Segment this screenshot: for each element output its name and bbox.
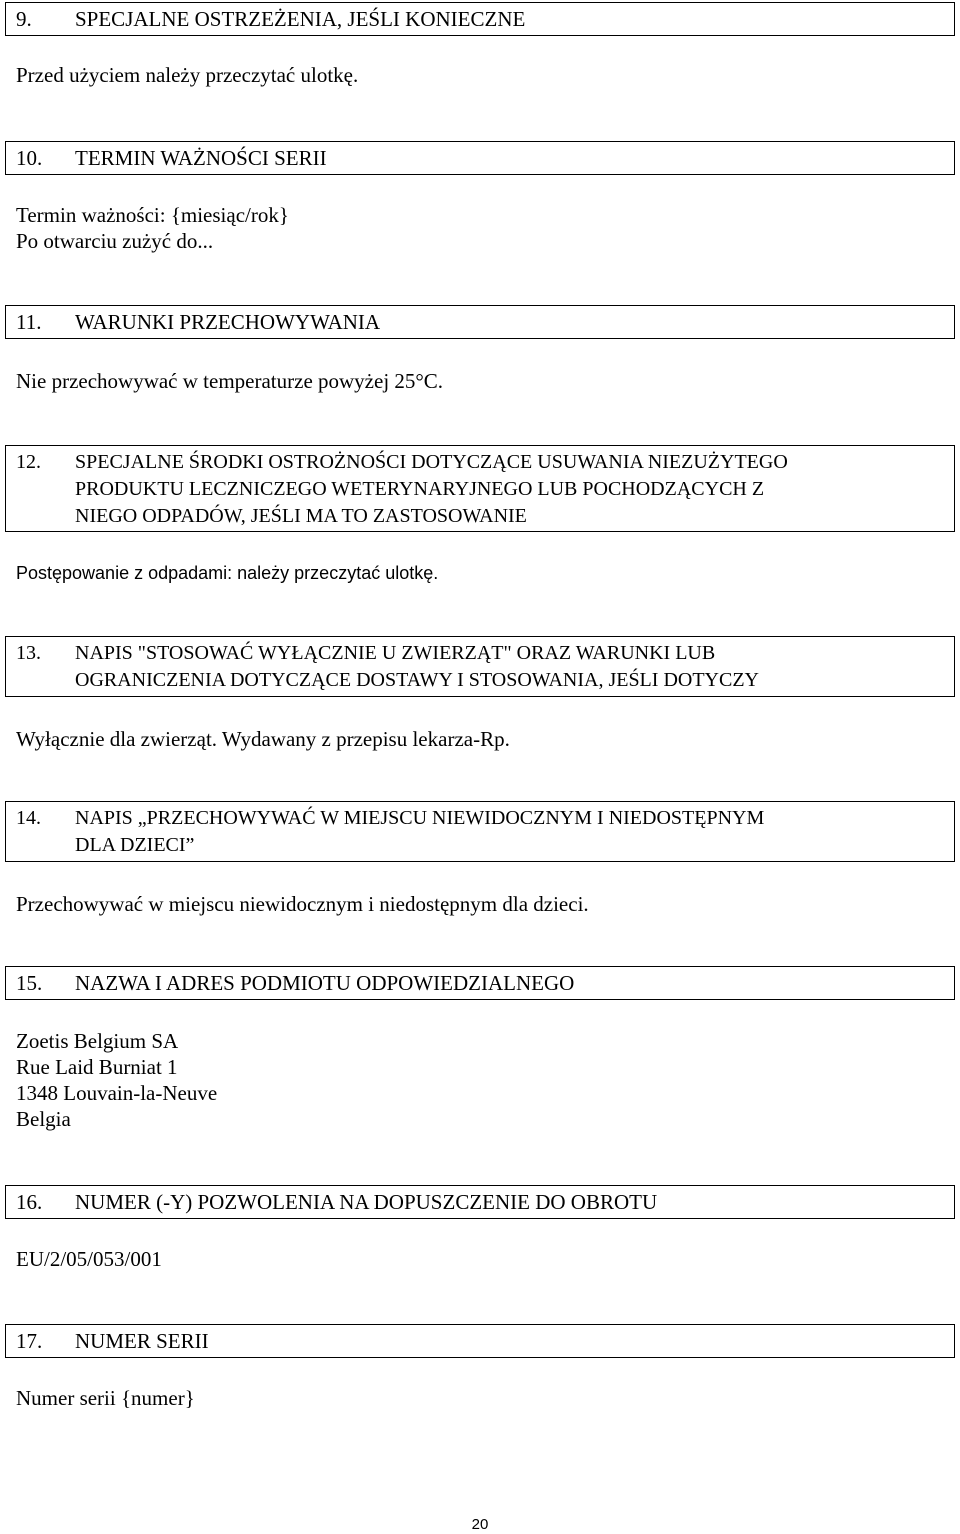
section-12-body: Postępowanie z odpadami: należy przeczytać ulotkę.: [16, 563, 439, 583]
section-14-heading: [5, 801, 955, 862]
section-17-heading: [5, 1324, 955, 1358]
section-title: NAPIS „PRZECHOWYWAĆ W MIEJSCU NIEWIDOCZNYM I NIEDOSTĘPNYM DLA DZIECI”: [75, 807, 765, 856]
section-17-body: Numer serii {numer}: [16, 1386, 195, 1410]
section-11-heading: [5, 305, 955, 339]
section-9-heading: [5, 2, 955, 36]
section-13-body: Wyłącznie dla zwierząt. Wydawany z przepisu lekarza-Rp.: [16, 727, 510, 751]
section-number: 12.: [16, 451, 41, 473]
section-title: NUMER SERII: [75, 1329, 209, 1353]
section-title: SPECJALNE OSTRZEŻENIA, JEŚLI KONIECZNE: [75, 7, 526, 31]
section-number: 11.: [16, 310, 42, 334]
section-16-body: EU/2/05/053/001: [16, 1247, 162, 1271]
section-15-heading: [5, 966, 955, 1000]
section-title: TERMIN WAŻNOŚCI SERII: [75, 146, 327, 170]
section-title: WARUNKI PRZECHOWYWANIA: [75, 310, 381, 334]
section-number: 14.: [16, 807, 41, 829]
section-title: NUMER (-Y) POZWOLENIA NA DOPUSZCZENIE DO OBROTU: [75, 1190, 658, 1214]
section-13-heading: [5, 636, 955, 697]
section-number: 17.: [16, 1329, 43, 1353]
section-number: 15.: [16, 971, 43, 995]
section-11-body: Nie przechowywać w temperaturze powyżej 25°C.: [16, 369, 444, 393]
section-number: 10.: [16, 146, 43, 170]
page-number: 20: [471, 1516, 489, 1533]
section-14-body: Przechowywać w miejscu niewidocznym i niedostępnym dla dzieci.: [16, 892, 589, 916]
section-15-body: Zoetis Belgium SA Rue Laid Burniat 1 1348 Louvain-la-Neuve Belgia: [16, 1029, 218, 1131]
section-number: 9.: [16, 7, 32, 31]
section-title: NAPIS "STOSOWAĆ WYŁĄCZNIE U ZWIERZĄT" ORAZ WARUNKI LUB OGRANICZENIA DOTYCZĄCE DOSTAWY I STOSOWANIA, JEŚLI DOTYCZY: [75, 642, 759, 691]
section-title: NAZWA I ADRES PODMIOTU ODPOWIEDZIALNEGO: [75, 971, 575, 995]
section-number: 13.: [16, 642, 41, 664]
section-10-body: Termin ważności: {miesiąc/rok} Po otwarciu zużyć do...: [16, 203, 289, 253]
section-9-body: Przed użyciem należy przeczytać ulotkę.: [16, 63, 359, 87]
section-16-heading: [5, 1185, 955, 1219]
section-title: SPECJALNE ŚRODKI OSTROŻNOŚCI DOTYCZĄCE USUWANIA NIEZUŻYTEGO PRODUKTU LECZNICZEGO WETERYNARYJNEGO LUB POCHODZĄCYCH Z NIEGO ODPADÓW, JEŚLI MA TO ZASTOSOWANIE: [75, 451, 788, 527]
section-12-heading: [5, 445, 955, 532]
section-10-heading: [5, 141, 955, 175]
section-number: 16.: [16, 1190, 43, 1214]
